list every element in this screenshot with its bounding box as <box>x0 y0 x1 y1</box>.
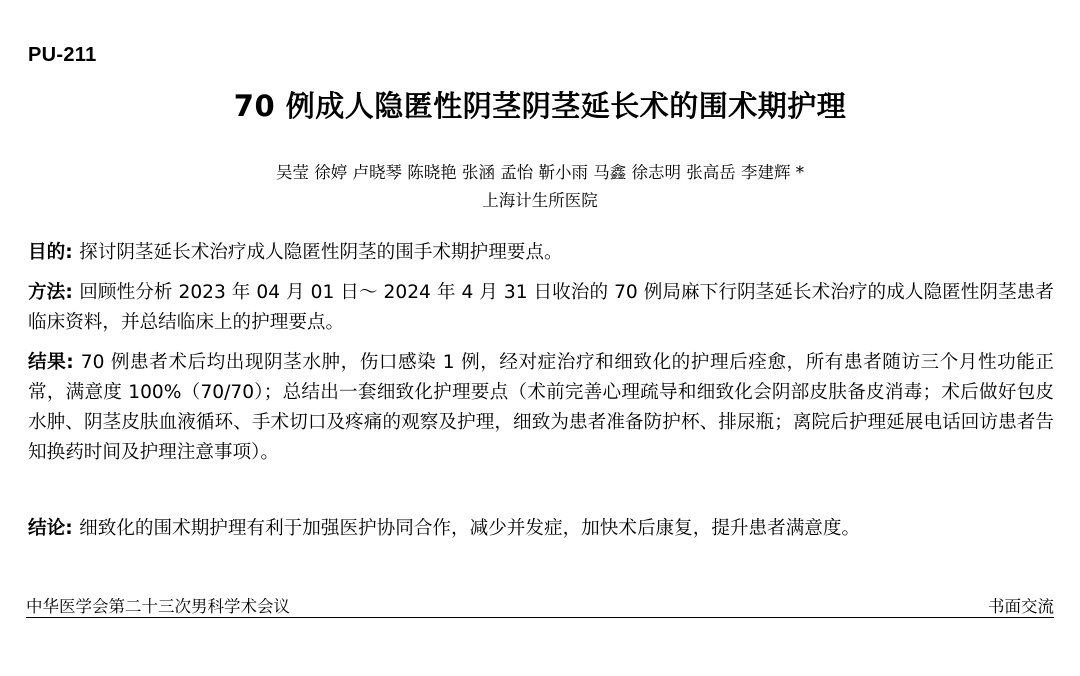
abstract-title: 70 例成人隐匿性阴茎阴茎延长术的围术期护理 <box>233 89 847 123</box>
abstract-code: PU-211 <box>28 44 97 66</box>
author-affiliation: 上海计生所医院 <box>482 191 598 210</box>
author-list: 吴莹 徐婷 卢晓琴 陈晓艳 张涵 孟怡 靳小雨 马鑫 徐志明 张高岳 李建辉 * <box>276 163 804 182</box>
label-separator: : <box>66 352 81 373</box>
section-result-label: 结果 <box>28 352 67 373</box>
footer-conference-name: 中华医学会第二十三次男科学术会议 <box>26 597 290 616</box>
section-result-text: 70 例患者术后均出现阴茎水肿，伤口感染 1 例，经对症治疗和细致化的护理后痊愈，所有患者随访三个月性功能正常，满意度 100%（70/70）；总结出一套细致化护理要点（术前完善心理疏导和细致化会阴部皮肤备皮消毒；术后做好包皮水肿、阴茎皮肤血液循环、手术切口及疼痛的观察及护理，细致为患者准备防护杯、排尿瓶；离院后护理延展电话回访患者告知换药时间及护理注意事项）。 <box>28 352 1054 463</box>
footer-presentation-format: 书面交流 <box>988 597 1054 616</box>
section-result <box>28 348 1054 468</box>
label-separator: : <box>65 242 80 263</box>
section-method <box>28 278 1054 338</box>
section-conclusion-label: 结论 <box>28 518 66 539</box>
footer-divider <box>26 617 1054 618</box>
label-separator: : <box>65 282 80 303</box>
section-purpose <box>28 238 1054 268</box>
section-purpose-text: 探讨阴茎延长术治疗成人隐匿性阴茎的围手术期护理要点。 <box>79 242 563 263</box>
label-separator: : <box>65 518 80 539</box>
section-purpose-label: 目的 <box>28 242 66 263</box>
section-method-text: 回顾性分析 2023 年 04 月 01 日～ 2024 年 4 月 31 日收治的 70 例局麻下行阴茎延长术治疗的成人隐匿性阴茎患者临床资料，并总结临床上的护理要点。 <box>28 282 1054 333</box>
section-conclusion-text: 细致化的围术期护理有利于加强医护协同合作，减少并发症，加快术后康复，提升患者满意度。 <box>79 518 861 539</box>
section-conclusion <box>28 514 1054 544</box>
section-method-label: 方法 <box>28 282 66 303</box>
